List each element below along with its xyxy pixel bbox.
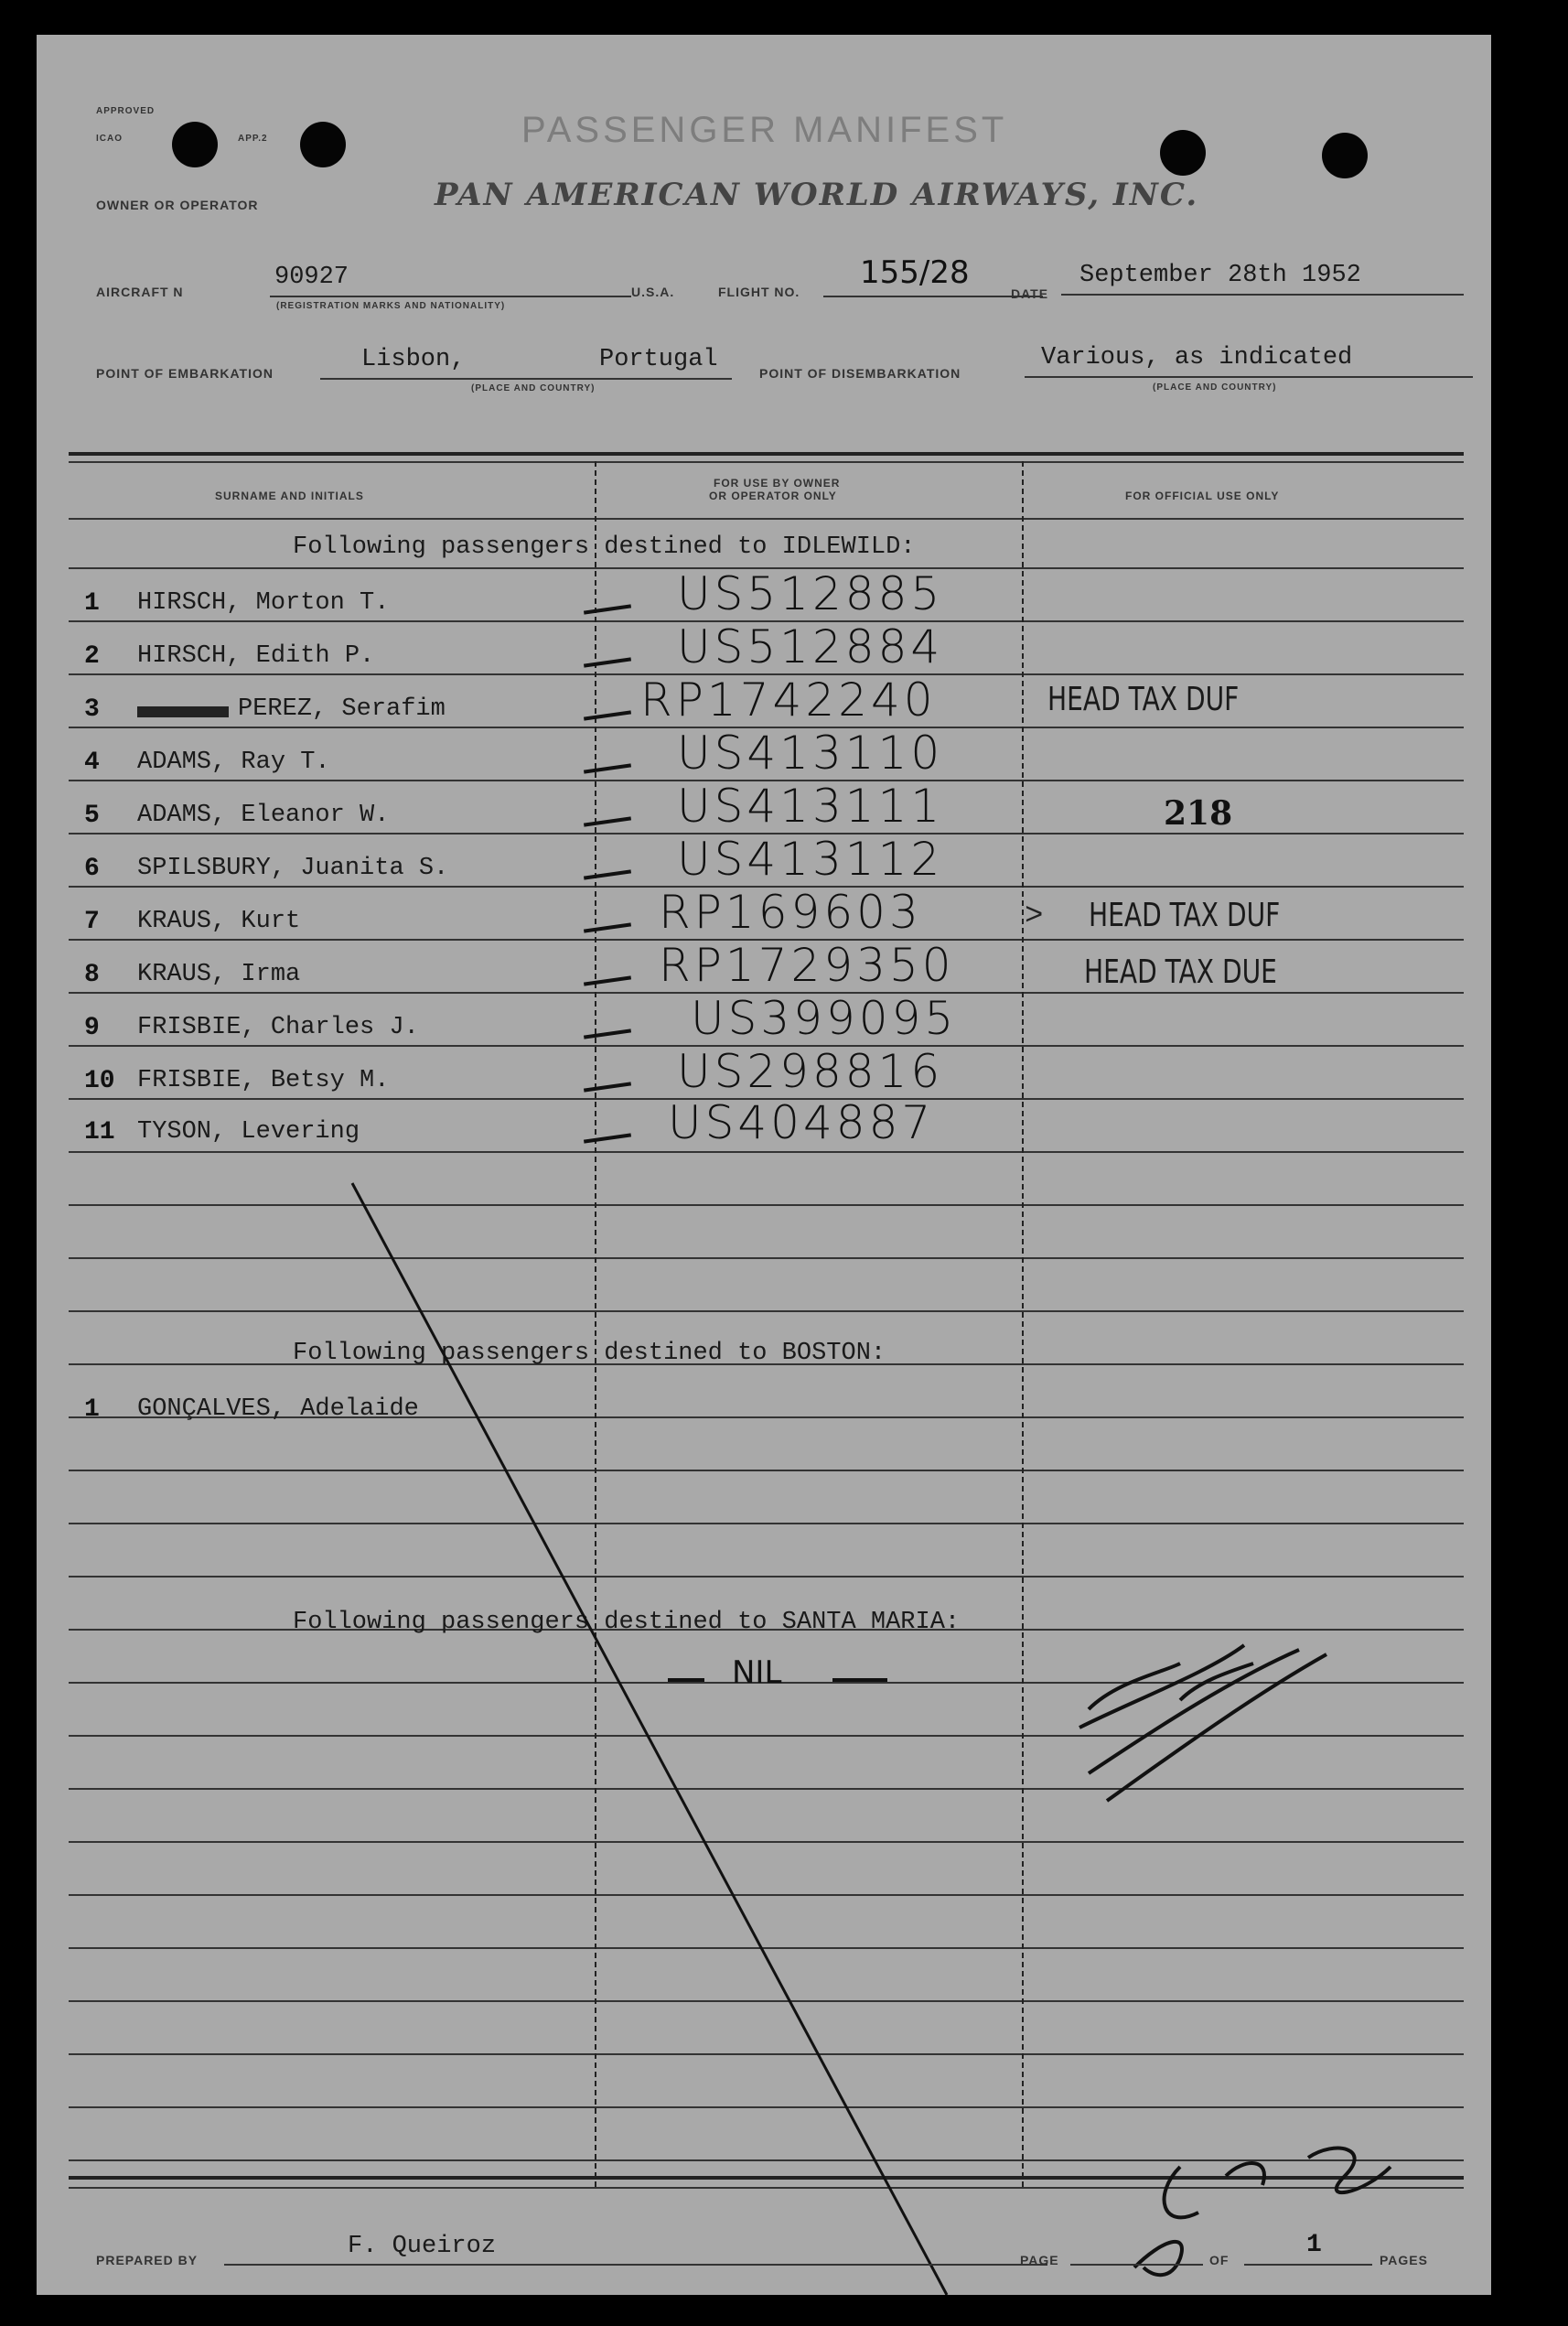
passenger-name: FRISBIE, Betsy M. — [137, 1067, 390, 1094]
embark-city: Lisbon, — [361, 346, 466, 373]
disembark-label: POINT OF DISEMBARKATION — [759, 366, 961, 381]
official-note: HEAD TAX DUF — [1089, 897, 1281, 934]
col-header-owner-1: FOR USE BY OWNER — [714, 477, 841, 490]
section-idlewild: Following passengers destined to IDLEWILD: — [293, 533, 916, 561]
icao-code: ICAO — [96, 134, 123, 144]
row-number: 2 — [84, 642, 100, 671]
col-header-surname: SURNAME AND INITIALS — [215, 490, 364, 502]
cancel-line-overlay — [37, 35, 1491, 2295]
prepared-label: PREPARED BY — [96, 2253, 199, 2267]
manifest-page — [37, 35, 1491, 2295]
row-number: 6 — [84, 855, 100, 883]
passenger-name: FRISBIE, Charles J. — [137, 1014, 419, 1041]
prepared-value: F. Queiroz — [348, 2233, 497, 2260]
usa-label: U.S.A. — [631, 285, 675, 299]
col-header-official: FOR OFFICIAL USE ONLY — [1125, 490, 1280, 502]
official-note: HEAD TAX DUF — [1047, 681, 1240, 718]
passport-number: RP1742240 — [640, 673, 937, 727]
passenger-name: TYSON, Levering — [137, 1118, 360, 1146]
passenger-name: ADAMS, Eleanor W. — [137, 802, 390, 829]
registration-caption: (REGISTRATION MARKS AND NATIONALITY) — [276, 301, 506, 311]
passenger-name: GONÇALVES, Adelaide — [137, 1395, 419, 1423]
passport-number: US413110 — [677, 727, 944, 780]
passport-number: RP1729350 — [659, 939, 955, 992]
official-note: HEAD TAX DUE — [1084, 953, 1277, 991]
bracket-mark: > — [1025, 899, 1044, 934]
icao-app: APP.2 — [238, 134, 268, 144]
operator-name: PAN AMERICAN WORLD AIRWAYS, INC. — [435, 177, 1199, 213]
disembark-value: Various, as indicated — [1041, 344, 1353, 372]
disembark-caption: (PLACE AND COUNTRY) — [1153, 382, 1277, 393]
row-number: 4 — [84, 748, 100, 777]
footer-signature — [1165, 2148, 1391, 2218]
aircraft-value: 90927 — [274, 264, 349, 291]
passport-number: US404887 — [668, 1096, 935, 1149]
passport-number: US512884 — [677, 620, 944, 673]
passenger-name: SPILSBURY, Juanita S. — [137, 855, 449, 882]
official-note: 218 — [1164, 794, 1233, 833]
passport-number: US413112 — [677, 833, 944, 886]
passport-number: US399095 — [691, 992, 958, 1045]
nil-entry: NIL — [732, 1654, 782, 1691]
row-number: 9 — [84, 1014, 100, 1042]
row-number: 7 — [84, 908, 100, 936]
row-number: 3 — [84, 695, 100, 724]
col-header-owner-2: OR OPERATOR ONLY — [709, 490, 837, 502]
passport-number: RP169603 — [659, 886, 922, 939]
passport-number: US413111 — [677, 780, 944, 833]
passenger-name: HIRSCH, Edith P. — [137, 642, 375, 670]
embark-label: POINT OF EMBARKATION — [96, 366, 274, 381]
row-number: 1 — [84, 1395, 100, 1424]
row-number: 8 — [84, 961, 100, 989]
section-boston: Following passengers destined to BOSTON: — [293, 1340, 886, 1367]
passport-number: US298816 — [677, 1045, 944, 1098]
row-number: 1 — [84, 589, 100, 618]
embark-caption: (PLACE AND COUNTRY) — [471, 383, 596, 393]
passport-number: US512885 — [677, 567, 944, 620]
form-title: PASSENGER MANIFEST — [521, 110, 1008, 150]
cancel-diagonal-line — [352, 1183, 947, 2295]
passenger-name: KRAUS, Irma — [137, 961, 301, 988]
date-value: September 28th 1952 — [1079, 262, 1361, 289]
section-santa-maria: Following passengers destined to SANTA MARIA: — [293, 1609, 961, 1636]
pages-label: PAGES — [1380, 2253, 1428, 2267]
passenger-name: PEREZ, Serafim — [238, 695, 446, 723]
row-number: 5 — [84, 802, 100, 830]
passenger-name: HIRSCH, Morton T. — [137, 589, 390, 617]
row-number: 10 — [84, 1067, 115, 1095]
passenger-name: ADAMS, Ray T. — [137, 748, 330, 776]
pages-value: 1 — [1306, 2231, 1322, 2259]
page-label: PAGE — [1020, 2253, 1059, 2267]
row-number: 11 — [84, 1118, 115, 1147]
passenger-name: KRAUS, Kurt — [137, 908, 301, 935]
operator-label: OWNER OR OPERATOR — [96, 198, 259, 212]
date-label: DATE — [1011, 286, 1049, 301]
official-signature — [1079, 1645, 1326, 1801]
approved-stamp: APPROVED — [96, 106, 156, 116]
embark-country: Portugal — [599, 346, 718, 373]
flight-label: FLIGHT NO. — [718, 285, 800, 299]
flight-value: 155/28 — [860, 254, 970, 291]
of-label: OF — [1209, 2253, 1230, 2267]
aircraft-label: AIRCRAFT N — [96, 285, 184, 299]
